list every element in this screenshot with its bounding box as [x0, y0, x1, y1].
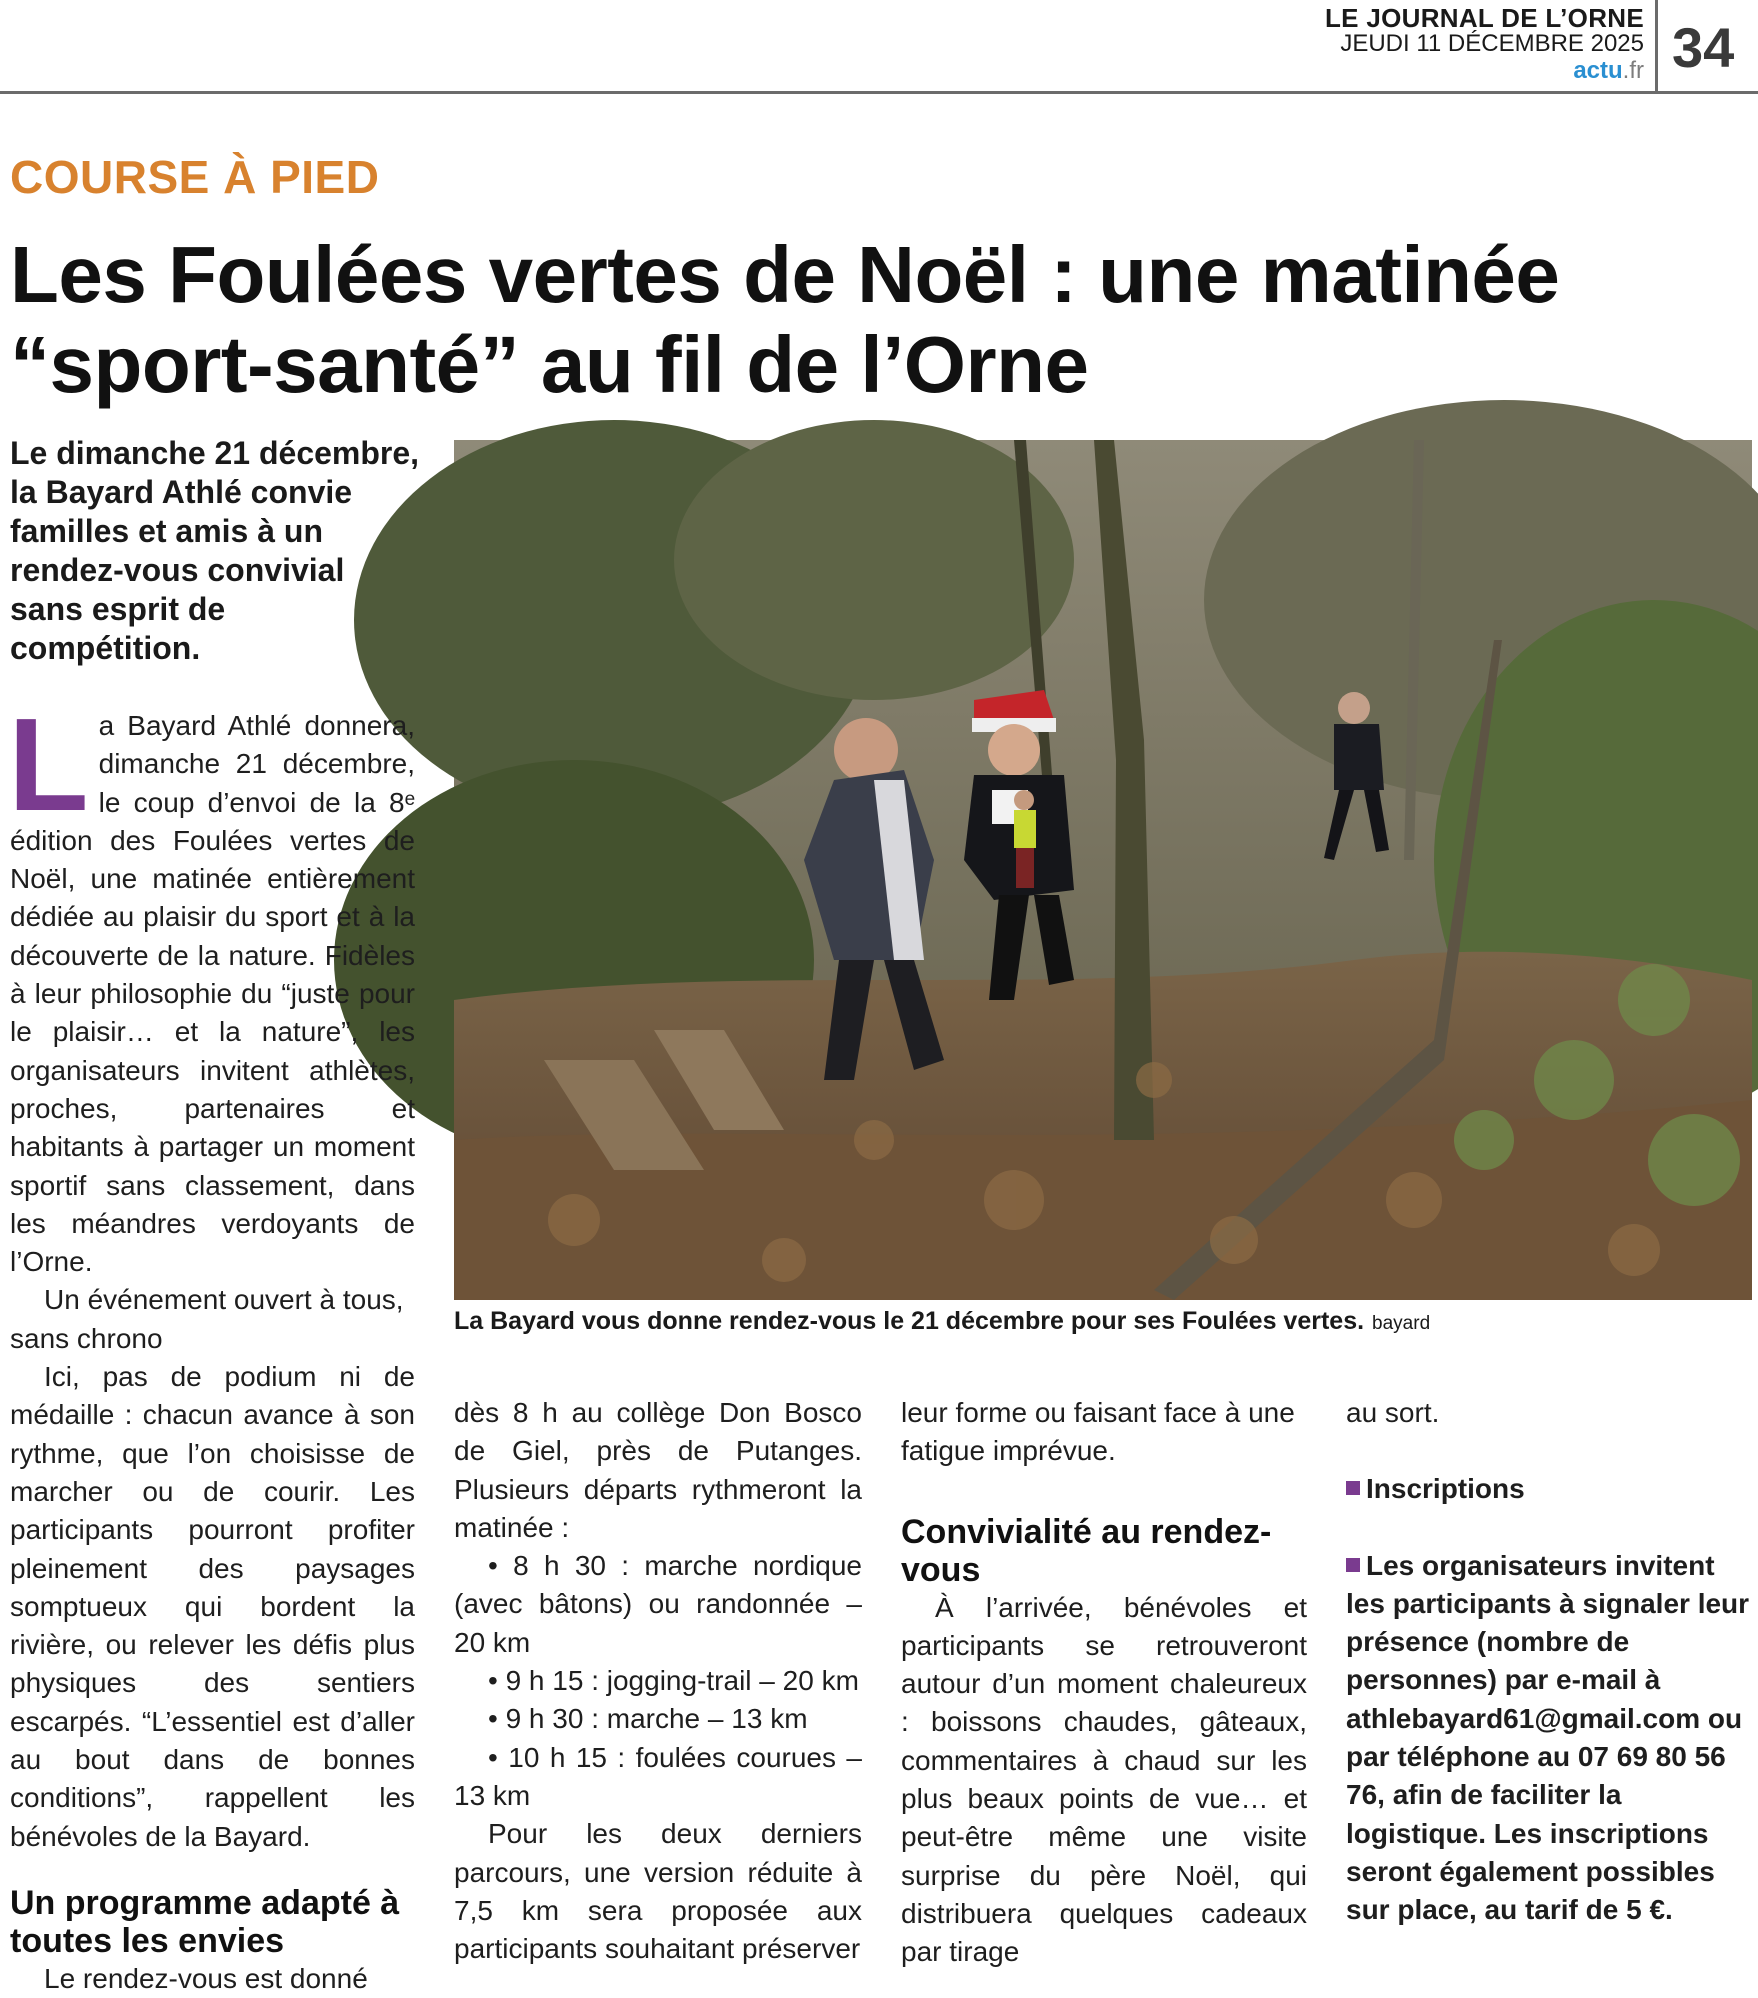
headline-line-2: “sport-santé” au fil de l’Orne [10, 320, 1089, 409]
paragraph-1 [8, 691, 415, 1281]
site-name: actu [1573, 57, 1623, 84]
photo-credit: bayard [1372, 1313, 1431, 1334]
info-box-body-text: Les organisateurs invitent les participants à signaler leur présence (nombre de personnes) par e-mail à athlebayard61@gmail.com ou par téléphone au 07 69 80 56 76, afin de faciliter la logistique. Les inscriptions seront également possibles sur place, au tarif de 5 €. [1346, 1549, 1750, 1926]
caption-text: La Bayard vous donne rendez-vous le 21 décembre pour ses Foulées vertes. [454, 1307, 1365, 1335]
section-kicker: COURSE À PIED [10, 151, 380, 203]
page-number: 34 [1672, 16, 1735, 79]
issue-date: JEUDI 11 DÉCEMBRE 2025 [1340, 30, 1644, 57]
paragraph-6-cont: au sort. [1346, 1397, 1440, 1428]
masthead [0, 0, 1758, 94]
bullet-square-icon [1346, 1558, 1360, 1572]
article-column-2 [454, 1394, 862, 1968]
paragraph-4-cont: dès 8 h au collège Don Bosco de Giel, près de Putanges. Plusieurs départs rythmeront la matinée : [454, 1397, 862, 1543]
paragraph-1-text: a Bayard Athlé donnera, dimanche 21 décembre, le coup d’envoi de la 8ᵉ édition des Foulées vertes de Noël, une matinée entièrement dédiée au plaisir du sport et à la découverte de la nature. Fidèles à leur philosophie du “juste pour le plaisir… et la nature”, les organisateurs invitent athlètes, proches, partenaires et habitants à partager un moment sportif sans classement, dans les méandres verdoyants de l’Orne. [10, 710, 415, 1278]
article-standfirst: Le dimanche 21 décembre, la Bayard Athlé convie familles et amis à un rendez-vous convivial sans esprit de compétition. [10, 435, 420, 666]
journal-name: LE JOURNAL DE L’ORNE [1324, 3, 1644, 33]
subhead-convivialite: Convivialité au rendez-vous [901, 1512, 1272, 1589]
schedule-item: • 10 h 15 : foulées courues – 13 km [454, 1741, 862, 1811]
paragraph-5: Pour les deux derniers parcours, une version réduite à 7,5 km sera proposée aux participants souhaitant préserver [454, 1818, 862, 1965]
schedule-item: • 8 h 30 : marche nordique (avec bâtons) ou randonnée – 20 km [454, 1550, 862, 1658]
paragraph-4-start: Le rendez-vous est donné [44, 1962, 368, 1994]
article-column-4 [1346, 1394, 1752, 1930]
info-box-title [1346, 1470, 1752, 1508]
site-link[interactable] [1573, 57, 1644, 85]
headline-line-1: Les Foulées vertes de Noël : une matinée [10, 230, 1560, 319]
article-column-3 [901, 1394, 1307, 1972]
paragraph-5-cont: leur forme ou faisant face à une fatigue imprévue. [901, 1397, 1295, 1467]
site-suffix: .fr [1622, 57, 1644, 84]
paragraph-6: À l’arrivée, bénévoles et participants se retrouveront autour d’un moment chaleureux : boissons chaudes, gâteaux, commentaires à chaud sur les plus beaux points de vue… et peut-être même une visite surprise du père Noël, qui distribuera quelques cadeaux par tirage [901, 1591, 1307, 1968]
info-box-title-text: Inscriptions [1366, 1473, 1525, 1505]
article-column-1 [8, 691, 415, 1998]
masthead-divider [1655, 0, 1658, 92]
paragraph-3: Ici, pas de podium ni de médaille : chacun avance à son rythme, que l’on choisisse de marcher ou de courir. Les participants pourront profiter pleinement des paysages somptueux qui bordent la rivière, ou relever les défis plus physiques des sentiers escarpés. “L’essentiel est d’aller au bout dans de bonnes conditions”, rappellent les bénévoles de la Bayard. [10, 1361, 415, 1852]
info-box-body [1346, 1547, 1752, 1930]
schedule-item: • 9 h 15 : jogging-trail – 20 km [488, 1665, 859, 1697]
article-headline [10, 230, 1710, 410]
paragraph-2: Un événement ouvert à tous, sans chrono [10, 1284, 404, 1354]
drop-cap: L [8, 691, 89, 838]
article-photo [454, 440, 1752, 1300]
schedule-item: • 9 h 30 : marche – 13 km [488, 1703, 808, 1735]
trail-runners-photo [454, 440, 1752, 1300]
photo-caption [454, 1306, 1752, 1339]
bullet-square-icon [1346, 1481, 1360, 1495]
subhead-programme: Un programme adapté à toutes les envies [10, 1883, 400, 1960]
